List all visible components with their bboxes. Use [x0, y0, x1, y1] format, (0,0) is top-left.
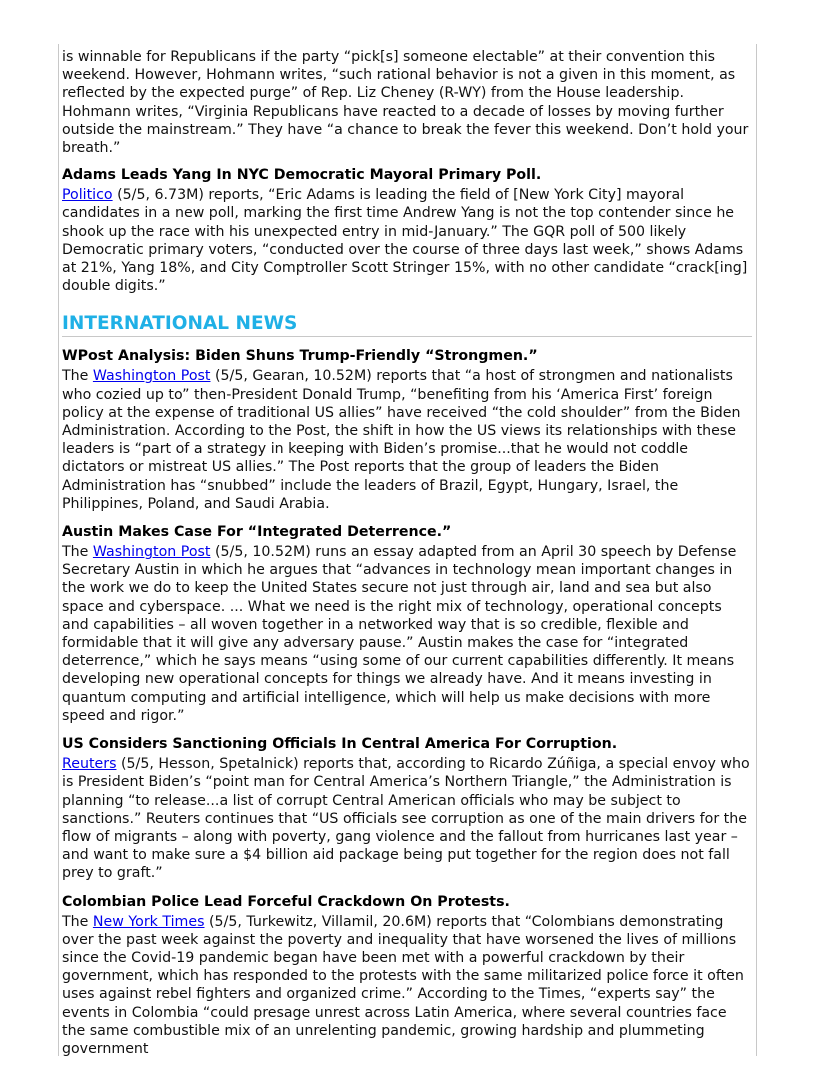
story-body: (5/5, Gearan, 10.52M) reports that “a host of strongmen and nationalists who cozied up to” then-President Donald Trump, “benefiting from his ‘America First’ foreign policy at the expense of traditional US allies” have received “the cold shoulder” from the Biden Administration. According to the Post, the shift in how the US views its relationships with these leaders is “part of a strategy in keeping with Biden’s promise...that he would not coddle dictators or mistreat US allies.” The Post reports that the group of leaders the Biden Administration has “snubbed” include the leaders of Brazil, Egypt, Hungary, Israel, the Philippines, Poland, and Saudi Arabia.	[62, 368, 741, 512]
story-prefix: The	[62, 913, 93, 930]
story-austin-deterrence	[62, 523, 752, 725]
story-central-america-sanctions	[62, 735, 752, 882]
story-body: (5/5, 6.73M) reports, “Eric Adams is leading the field of [New York City] mayoral candidates in a new poll, marking the first time Andrew Yang is not the top contender since he shook up the race with his unexpected entry in mid-January.” The GQR poll of 500 likely Democratic primary voters, “conducted over the course of three days last week,” shows Adams at 21%, Yang 18%, and City Comptroller Scott Stringer 15%, with no other candidate “crack[ing] double digits.”	[62, 187, 748, 295]
story-title: WPost Analysis: Biden Shuns Trump-Friendly “Strongmen.”	[62, 348, 538, 365]
story-title: Colombian Police Lead Forceful Crackdown On Protests.	[62, 893, 510, 910]
story-colombia-protests	[62, 893, 752, 1059]
story-body: (5/5, 10.52M) runs an essay adapted from an April 30 speech by Defense Secretary Austin in which he argues that “advances in technology mean important changes in the work we do to keep the United States secure not just through air, land and sea but also space and cyberspace. ... What we need is the right mix of technology, operational concepts and capabilities – all woven together in a networked way that is so credible, flexible and formidable that it will give any adversary pause.” Austin makes the case for “integrated deterrence,” which he says means “using some of our current capabilities differently. It means developing new operational concepts for things we already have. And it means investing in quantum computing and artificial intelligence, which will help us make decisions with more speed and rigor.”	[62, 544, 737, 724]
continued-paragraph: is winnable for Republicans if the party “pick[s] someone electable” at their convention this weekend. However, Hohmann writes, “such rational behavior is not a given in this moment, as reflected by the expected purge” of Rep. Liz Cheney (R-WY) from the House leadership. Hohmann writes, “Virginia Republicans have reacted to a decade of losses by moving further outside the mainstream.” They have “a chance to break the fever this weekend. Don’t hold your breath.”	[62, 49, 749, 157]
story-adams-yang	[62, 166, 752, 295]
source-link-washington-post[interactable]: Washington Post	[92, 368, 211, 385]
source-link-new-york-times[interactable]: New York Times	[92, 913, 205, 930]
story-title: US Considers Sanctioning Officials In Central America For Corruption.	[62, 736, 618, 753]
story-text	[62, 913, 752, 1059]
story-prefix: The	[62, 368, 93, 385]
story-text	[62, 543, 752, 725]
newsletter-body	[62, 48, 752, 1068]
story-prefix: The	[62, 544, 93, 561]
story-biden-strongmen	[62, 347, 752, 513]
story-title: Austin Makes Case For “Integrated Deterrence.”	[62, 524, 452, 541]
section-header-international: INTERNATIONAL NEWS	[62, 313, 752, 337]
source-link-politico[interactable]: Politico	[62, 187, 113, 204]
source-link-washington-post[interactable]: Washington Post	[92, 544, 211, 561]
source-link-reuters[interactable]: Reuters	[62, 756, 117, 773]
story-title: Adams Leads Yang In NYC Democratic Mayoral Primary Poll.	[62, 167, 542, 184]
story-body: (5/5, Turkewitz, Villamil, 20.6M) reports that “Colombians demonstrating over the past week against the poverty and inequality that have worsened the lives of millions since the Covid-19 pandemic began have been met with a powerful crackdown by their government, which has responded to the protests with the same militarized police force it often uses against rebel fighters and organized crime.” According to the Times, “experts say” the events in Colombia “could presage unrest across Latin America, where several countries face the same combustible mix of an unrelenting pandemic, growing hardship and plummeting government	[62, 913, 744, 1057]
story-text	[62, 367, 752, 513]
story-body: (5/5, Hesson, Spetalnick) reports that, according to Ricardo Zúñiga, a special envoy who is President Biden’s “point man for Central America’s Northern Triangle,” the Administration is planning “to release...a list of corrupt Central American officials who may be subject to sanctions.” Reuters continues that “US officials see corruption as one of the main drivers for the flow of migrants – along with poverty, gang violence and the fallout from hurricanes last year – and want to make sure a $4 billion aid package being put together for the region does not fall prey to graft.”	[62, 756, 750, 882]
story-text	[62, 755, 752, 882]
story-text	[62, 186, 752, 295]
